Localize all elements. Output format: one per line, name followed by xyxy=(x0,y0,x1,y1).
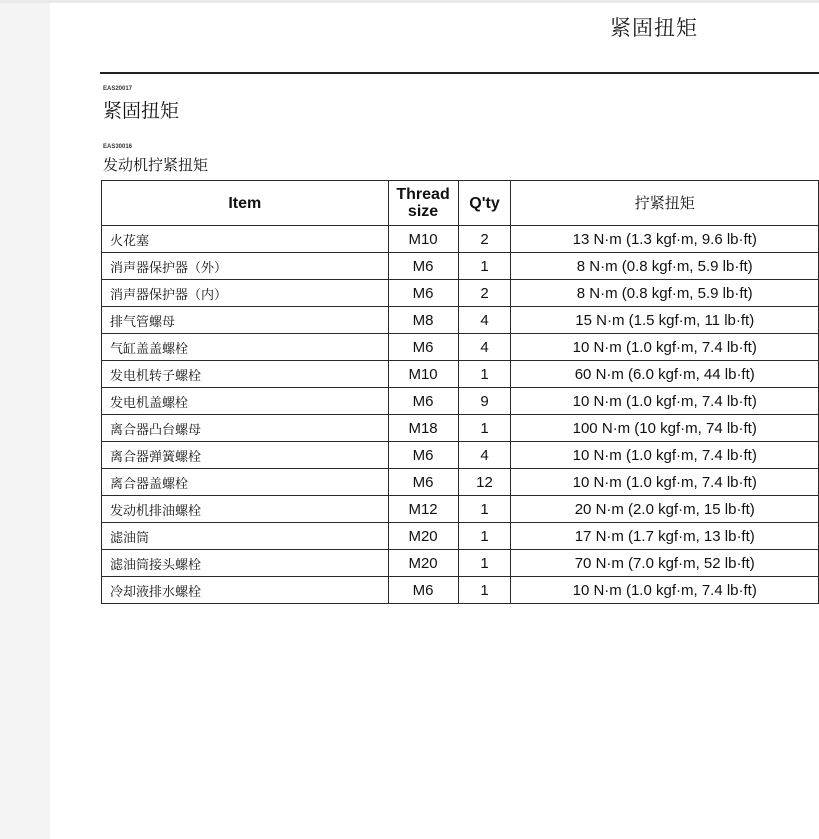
item-cell: 消声器保护器（内） xyxy=(102,280,389,307)
item-cell: 发电机转子螺栓 xyxy=(102,361,389,388)
thread-size-cell: M6 xyxy=(388,577,458,604)
running-header-title: 紧固扭矩 xyxy=(610,16,698,40)
qty-cell: 1 xyxy=(458,496,511,523)
header-thread-line2: size xyxy=(407,203,439,220)
thread-size-cell: M6 xyxy=(388,469,458,496)
torque-cell: 8 N·m (0.8 kgf·m, 5.9 lb·ft) xyxy=(511,253,819,280)
qty-cell: 1 xyxy=(458,550,511,577)
torque-cell: 10 N·m (1.0 kgf·m, 7.4 lb·ft) xyxy=(511,334,819,361)
thread-size-cell: M6 xyxy=(388,334,458,361)
qty-cell: 2 xyxy=(458,280,511,307)
item-cell: 冷却液排水螺栓 xyxy=(102,577,389,604)
table-row xyxy=(102,577,819,604)
thread-size-cell: M8 xyxy=(388,307,458,334)
torque-cell: 10 N·m (1.0 kgf·m, 7.4 lb·ft) xyxy=(511,577,819,604)
engine-torque-table xyxy=(101,180,819,604)
item-cell: 滤油筒接头螺栓 xyxy=(102,550,389,577)
table-row xyxy=(102,226,819,253)
thread-size-cell: M12 xyxy=(388,496,458,523)
section-code: EAS20017 xyxy=(103,86,133,92)
header-torque: 拧紧扭矩 xyxy=(511,181,819,226)
page-edge-top xyxy=(0,0,819,3)
thread-size-cell: M20 xyxy=(388,523,458,550)
table-row xyxy=(102,307,819,334)
thread-size-cell: M20 xyxy=(388,550,458,577)
torque-cell: 70 N·m (7.0 kgf·m, 52 lb·ft) xyxy=(511,550,819,577)
thread-size-cell: M10 xyxy=(388,361,458,388)
table-row xyxy=(102,280,819,307)
table-row xyxy=(102,469,819,496)
subsection-title: 发动机拧紧扭矩 xyxy=(103,156,209,174)
item-cell: 火花塞 xyxy=(102,226,389,253)
thread-size-cell: M6 xyxy=(388,388,458,415)
thread-size-cell: M6 xyxy=(388,280,458,307)
qty-cell: 1 xyxy=(458,415,511,442)
qty-cell: 4 xyxy=(458,307,511,334)
table-row xyxy=(102,550,819,577)
thread-size-cell: M18 xyxy=(388,415,458,442)
torque-cell: 13 N·m (1.3 kgf·m, 9.6 lb·ft) xyxy=(511,226,819,253)
torque-cell: 10 N·m (1.0 kgf·m, 7.4 lb·ft) xyxy=(511,388,819,415)
table-row xyxy=(102,388,819,415)
qty-cell: 2 xyxy=(458,226,511,253)
table-header-row xyxy=(102,181,819,226)
table-row xyxy=(102,442,819,469)
torque-cell: 60 N·m (6.0 kgf·m, 44 lb·ft) xyxy=(511,361,819,388)
header-item: Item xyxy=(102,181,389,226)
thread-size-cell: M6 xyxy=(388,442,458,469)
table-row xyxy=(102,523,819,550)
item-cell: 滤油筒 xyxy=(102,523,389,550)
qty-cell: 1 xyxy=(458,253,511,280)
table-row xyxy=(102,253,819,280)
torque-cell: 20 N·m (2.0 kgf·m, 15 lb·ft) xyxy=(511,496,819,523)
item-cell: 离合器盖螺栓 xyxy=(102,469,389,496)
torque-cell: 10 N·m (1.0 kgf·m, 7.4 lb·ft) xyxy=(511,442,819,469)
torque-cell: 8 N·m (0.8 kgf·m, 5.9 lb·ft) xyxy=(511,280,819,307)
item-cell: 消声器保护器（外） xyxy=(102,253,389,280)
torque-cell: 10 N·m (1.0 kgf·m, 7.4 lb·ft) xyxy=(511,469,819,496)
header-qty: Q'ty xyxy=(458,181,511,226)
qty-cell: 12 xyxy=(458,469,511,496)
torque-cell: 17 N·m (1.7 kgf·m, 13 lb·ft) xyxy=(511,523,819,550)
page-margin-left xyxy=(0,0,50,839)
item-cell: 离合器凸台螺母 xyxy=(102,415,389,442)
header-thread-size xyxy=(388,181,458,226)
subsection-code: EAS30016 xyxy=(103,144,133,150)
qty-cell: 1 xyxy=(458,361,511,388)
torque-cell: 15 N·m (1.5 kgf·m, 11 lb·ft) xyxy=(511,307,819,334)
table-row xyxy=(102,415,819,442)
qty-cell: 9 xyxy=(458,388,511,415)
section-title: 紧固扭矩 xyxy=(103,100,180,122)
table-row xyxy=(102,334,819,361)
table-row xyxy=(102,496,819,523)
thread-size-cell: M10 xyxy=(388,226,458,253)
item-cell: 离合器弹簧螺栓 xyxy=(102,442,389,469)
qty-cell: 4 xyxy=(458,442,511,469)
qty-cell: 1 xyxy=(458,523,511,550)
header-rule xyxy=(100,72,819,74)
item-cell: 排气管螺母 xyxy=(102,307,389,334)
item-cell: 发动机排油螺栓 xyxy=(102,496,389,523)
qty-cell: 4 xyxy=(458,334,511,361)
table-row xyxy=(102,361,819,388)
qty-cell: 1 xyxy=(458,577,511,604)
header-thread-line1: Thread xyxy=(396,186,450,203)
item-cell: 发电机盖螺栓 xyxy=(102,388,389,415)
item-cell: 气缸盖盖螺栓 xyxy=(102,334,389,361)
torque-cell: 100 N·m (10 kgf·m, 74 lb·ft) xyxy=(511,415,819,442)
thread-size-cell: M6 xyxy=(388,253,458,280)
